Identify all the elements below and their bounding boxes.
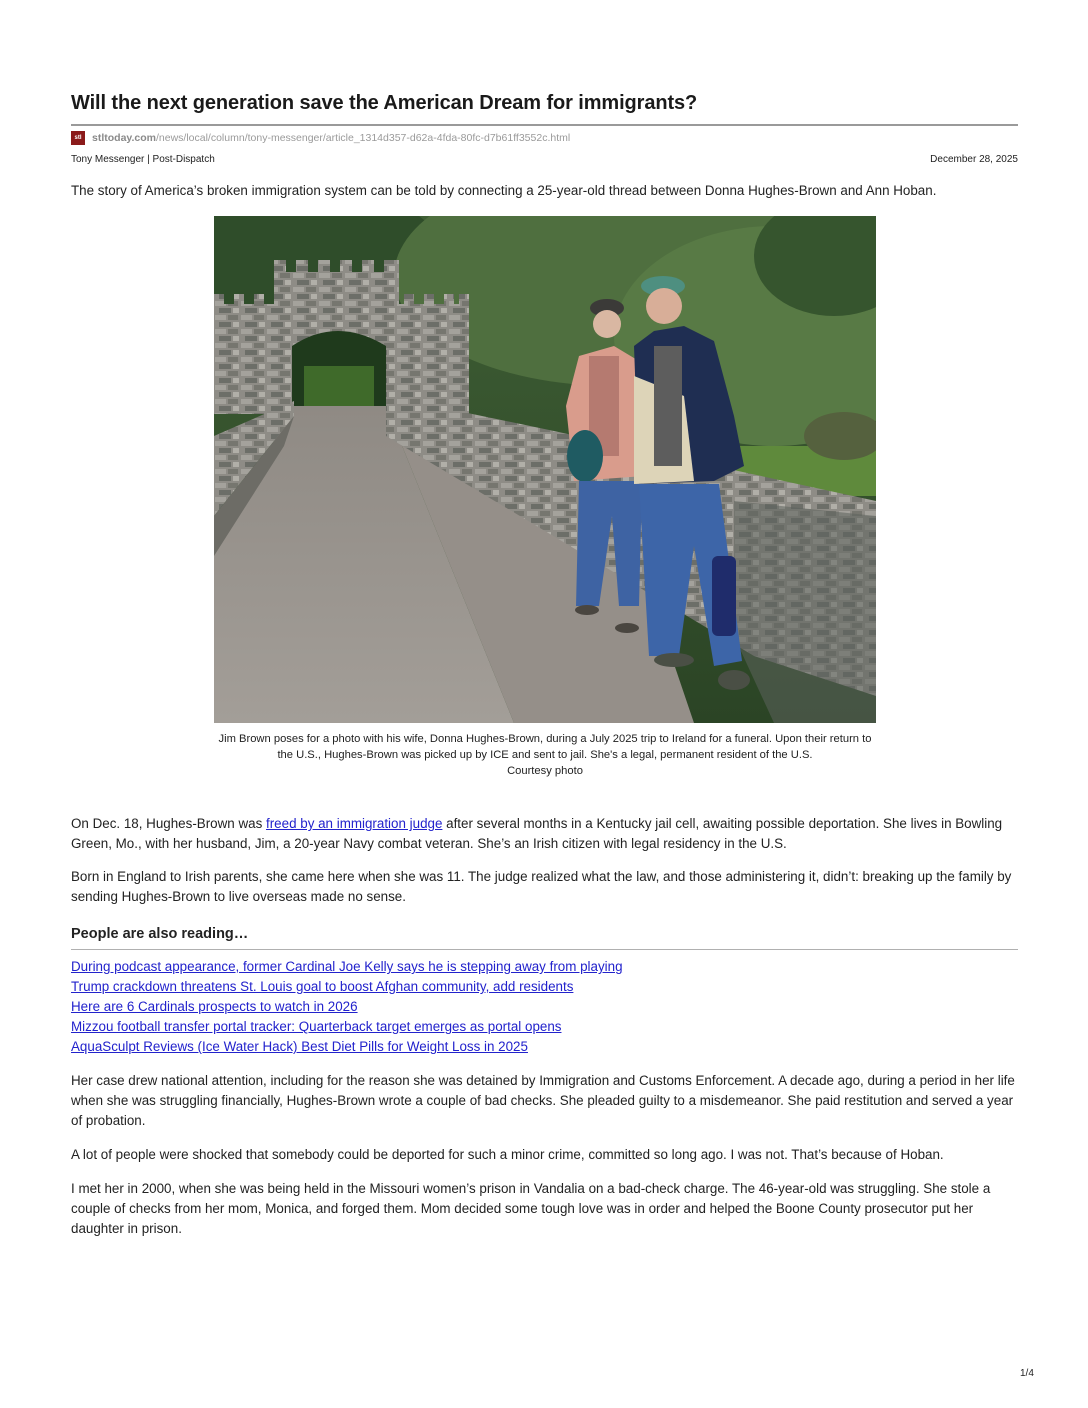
also-reading-link-joe-kelly[interactable]: During podcast appearance, former Cardinal Joe Kelly says he is stepping away from playing [71,959,623,974]
photo-caption [214,731,876,779]
source-path: /news/local/column/tony-messenger/article_1314d357-d62a-4fda-80fc-d7b61ff3552c.html [155,132,571,144]
article-meta [71,154,1018,165]
paragraph-met-her: I met her in 2000, when she was being held in the Missouri women’s prison in Vandalia on a bad-check charge. The 46-year-old was struggling. She stole a couple of checks from her mom, Monica, and forged them. Mom decided some tough love was in order and helped the Boone County prosecutor put her daughter in prison. [71,1181,991,1236]
paragraph-freed-start: On Dec. 18, Hughes-Brown was [71,816,266,831]
source-url[interactable] [71,131,570,145]
also-reading-heading: People are also reading… [71,926,249,942]
also-reading-item [71,977,623,997]
title-divider [71,124,1018,126]
paragraph-case-attention: Her case drew national attention, including for the reason she was detained by Immigration and Customs Enforcement. A decade ago, during a period in her life when she was struggling financially, Hughes-Brown wrote a couple of bad checks. She pleaded guilty to a misdemeanor. She paid restitution and served a year of probation. [71,1073,1015,1128]
caption-text: Jim Brown poses for a photo with his wife, Donna Hughes-Brown, during a July 2025 trip to Ireland for a funeral. Upon their return to the U.S., Hughes-Brown was picked up by ICE and sent to jail. She's a legal, permanent resident of the U.S. [218,733,872,761]
also-reading-link-cardinals-prospects[interactable]: Here are 6 Cardinals prospects to watch in 2026 [71,999,358,1014]
also-reading-item [71,957,623,977]
also-reading-item [71,997,623,1017]
intro-paragraph: The story of America’s broken immigration system can be told by connecting a 25-year-old thread between Donna Hughes-Brown and Ann Hoban. [71,183,937,198]
also-reading-link-afghan-community[interactable]: Trump crackdown threatens St. Louis goal to boost Afghan community, add residents [71,979,574,994]
stltoday-favicon-icon: stl [71,131,85,145]
also-reading-link-aquasculpt[interactable]: AquaSculpt Reviews (Ice Water Hack) Best Diet Pills for Weight Loss in 2025 [71,1039,528,1054]
article-photo [214,216,876,723]
also-reading-item [71,1037,623,1057]
publish-date: December 28, 2025 [930,154,1018,165]
freed-by-judge-link[interactable]: freed by an immigration judge [266,816,443,831]
source-domain: stltoday.com [92,132,156,144]
also-reading-list [71,957,623,1057]
article-title: Will the next generation save the American Dream for immigrants? [71,92,698,114]
page-number: 1/4 [1020,1368,1034,1379]
also-reading-link-mizzou-portal[interactable]: Mizzou football transfer portal tracker: Quarterback target emerges as portal opens [71,1019,562,1034]
paragraph-freed-end: after several months in a Kentucky jail cell, awaiting possible deportation. She lives in Bowling Green, Mo., with her husband, Jim, a 20-year Navy combat veteran. She’s an Irish citizen with legal residency in the U.S. [71,816,1003,851]
photo-bridge-couple [214,216,876,723]
also-reading-item [71,1017,623,1037]
byline: Tony Messenger | Post-Dispatch [71,154,215,165]
photo-credit: Courtesy photo [507,765,583,777]
paragraph-born-in-england: Born in England to Irish parents, she came here when she was 11. The judge realized what the law, and those administering it, didn’t: breaking up the family by sending Hughes-Brown to live overseas made no sense. [71,869,1012,904]
paragraph-freed [71,814,1018,854]
paragraph-shocked: A lot of people were shocked that somebody could be deported for such a minor crime, committed so long ago. I was not. That’s because of Hoban. [71,1147,944,1162]
also-reading-divider [71,949,1018,950]
